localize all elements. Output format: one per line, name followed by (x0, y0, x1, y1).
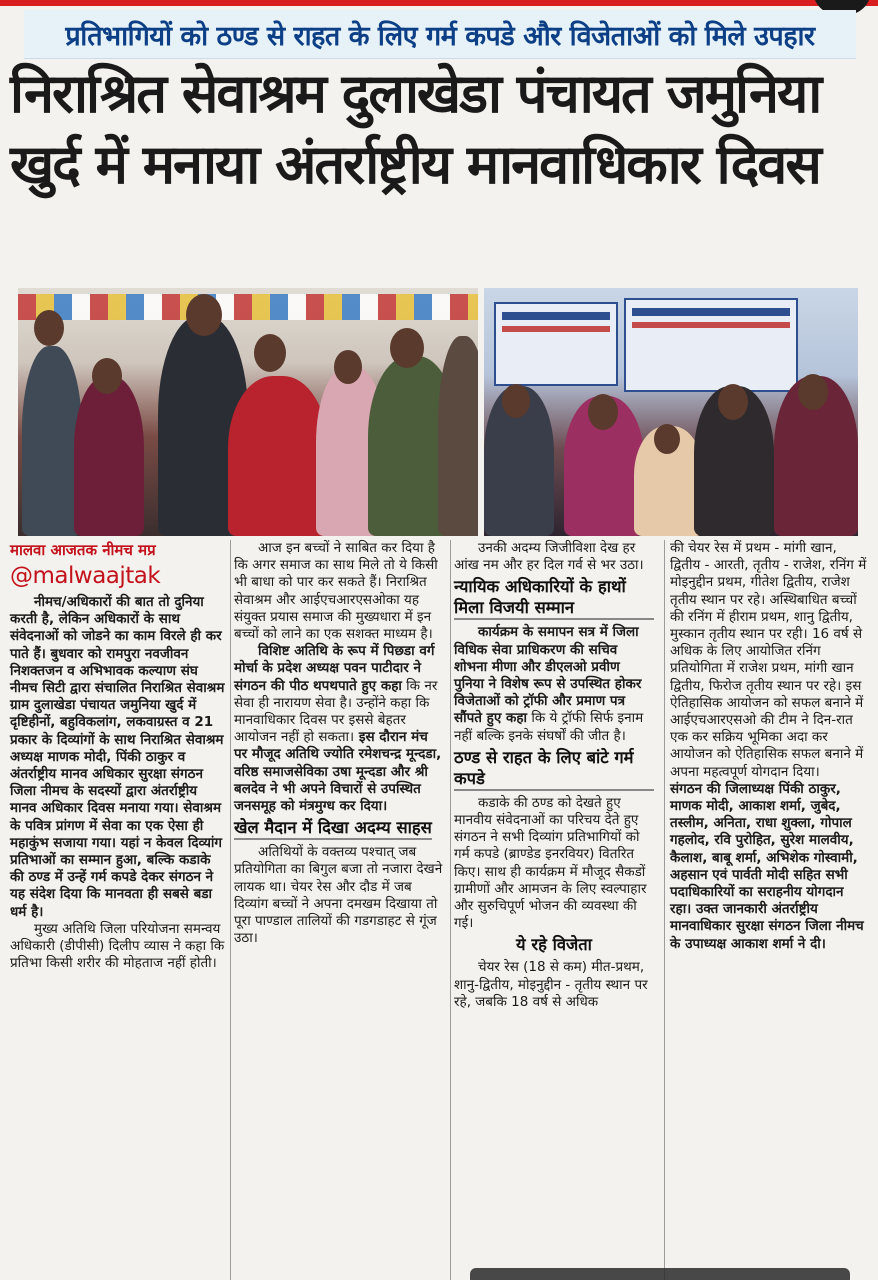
col1-paragraph-2: मुख्य अतिथि जिला परियोजना समन्वय अधिकारी (डीपीसी) दिलीप व्यास ने कहा कि प्रतिभा किसी शरीर की मोहताज नहीं होती। (10, 920, 225, 972)
column-1 (10, 540, 228, 972)
col3-paragraph-2-rest: कि ये ट्रॉफी सिर्फ इनाम नहीं बल्कि इनके संघर्षों की जीत है। (454, 710, 644, 744)
kicker-banner (24, 10, 856, 59)
col1-paragraph-1: नीमच/अधिकारों की बात तो दुनिया करती है, लेकिन अधिकारों के साथ संवेदनाओं को जोडने का काम विरले ही कर पाते हैं। बुधवार को रामपुरा नवजीवन निशक्तजन व अभिभावक कल्याण संघ नीमच सिटी द्वारा संचालित निराश्रित सेवाश्रम ग्राम दुलाखेडा पंचायत जमुनिया खुर्द में दृष्टिहीनों, बहुविकलांग, लकवाग्रस्त व 21 प्रकार के दिव्यांगों के साथ निराश्रित सेवाश्रम अध्यक्ष माणक मोदी, पिंकी ठाकुर व अंतर्राष्ट्रीय मानव अधिकार सुरक्षा संगठन जिला नीमच के सदस्यों द्वारा अंतर्राष्ट्रीय मानव अधिकार दिवस मनाया गया। सेवाश्रम के पवित्र प्रांगण में सेवा का एक ऐसा ही महाकुंभ सजाया गया। यहां न केवल दिव्यांग प्रतिभाओं का सम्मान हुआ, बल्कि कडाके की ठण्ड में उन्हें गर्म कपडे देकर संगठन ने यह संदेश दिया कि मानवता ही सबसे बडा धर्म है। (10, 594, 225, 920)
photo-strip (18, 288, 858, 536)
event-photo-right (484, 288, 858, 536)
col2-subheading: खेल मैदान में दिखा अदम्य साहस (234, 817, 432, 840)
col3-subheading-1: न्यायिक अधिकारियों के हाथों मिला विजयी सम्मान (454, 576, 654, 620)
headline (10, 62, 868, 196)
column-4 (670, 540, 868, 953)
col2-paragraph-3-bold: इस दौरान मंच पर मौजूद अतिथि ज्योति रमेशचन्द्र मून्दडा, वरिष्ठ समाजसेविका उषा मून्दडा और श्री बलदेव ने भी अपने विचारों से उपस्थित जनसमूह को मंत्रमुग्ध कर दिया। (234, 729, 442, 815)
col2-paragraph-2-bold: विशिष्ट अतिथि के रूप में पिछडा वर्ग मोर्चा के प्रदेश अध्यक्ष पवन पाटीदार ने संगठन की पीठ थपथपाते हुए कहा (234, 643, 435, 694)
col3-paragraph-1: उनकी अदम्य जिजीविशा देख हर आंख नम और हर दिल गर्व से भर उठा। (454, 540, 644, 574)
column-3 (454, 540, 654, 1011)
col3-subheading-2: ठण्ड से राहत के लिए बांटे गर्म कपडे (454, 747, 654, 791)
col4-paragraph-1: की चेयर रेस में प्रथम - मांगी खान, द्वितीय - आरती, तृतीय - राजेश, रनिंग में मोइनुद्दीन प्रथम, गीतेश द्वितीय, राजेश तृतीय स्थान पर रहे। अस्थिबाधित बच्चों की रनिंग में हीराम प्रथम, शानु द्वितीय, मुस्कान तृतीय स्थान पर रही। 16 वर्ष से अधिक के लिए आयोजित रनिंग प्रतियोगिता में राजेश प्रथम, मांगी खान द्वितीय, फिरोज तृतीय स्थान पर रहे। इस ऐतिहासिक आयोजन को सफल बनाने में आईएचआरएसओ की टीम ने दिन-रात एक कर सक्रिय भूमिका अदा कर आयोजन को ऐतिहासिक सफल बनाने में अपना महत्वपूर्ण योगदान दिया। (670, 540, 867, 780)
top-red-bar (0, 0, 878, 6)
next-headline-fragment (470, 1268, 850, 1280)
col3-paragraph-4: चेयर रेस (18 से कम) मीत-प्रथम, शानु-द्वितीय, मोइनुद्दीन - तृतीय स्थान पर रहे, जबकि 18 वर्ष से अधिक (454, 959, 648, 1010)
headline-line-2: खुर्द में मनाया अंतर्राष्ट्रीय मानवाधिकार दिवस (10, 132, 820, 196)
col2-paragraph-4: अतिथियों के वक्तव्य पश्चात् जब प्रतियोगिता का बिगुल बजा तो नजारा देखने लायक था। चेयर रेस और दौड में जब दिव्यांग बच्चों ने अपना दमखम दिखाया तो पूरा पाण्डाल तालियों की गडगडाहट से गूंज उठा। (234, 844, 443, 947)
column-2 (234, 540, 444, 947)
headline-line-1: निराश्रित सेवाश्रम दुलाखेडा पंचायत जमुनिया (10, 62, 821, 125)
col3-paragraph-3: कडाके की ठण्ड को देखते हुए मानवीय संवेदनाओं का परिचय देते हुए संगठन ने सभी दिव्यांग प्रतिभागियों को गर्म कपडे (ब्राण्डेड इनरवियर) वितरित किए। साथ ही कार्यक्रम में मौजूद सैकडों ग्रामीणों और आमजन के लिए स्वल्पाहार और सुरुचिपूर्ण भोजन की व्यवस्था की गई। (454, 794, 647, 932)
col3-subheading-3: ये रहे विजेता (516, 935, 592, 955)
byline: मालवा आजतक नीमच मप्र (10, 541, 156, 559)
col3-paragraph-2-bold: कार्यक्रम के समापन सत्र में जिला विधिक सेवा प्राधिकरण की सचिव शोभना मीणा और डीएलओ प्रवीण पुनिया ने विशेष रूप से उपस्थित होकर विजेताओं को ट्रॉफी और प्रमाण पत्र सौंपते हुए कहा (454, 624, 642, 727)
kicker-text: प्रतिभागियों को ठण्ड से राहत के लिए गर्म कपडे और विजेताओं को मिले उपहार (65, 20, 815, 52)
col2-paragraph-1: आज इन बच्चों ने साबित कर दिया है कि अगर समाज का साथ मिले तो ये किसी भी बाधा को पार कर सकते हैं। निराश्रित सेवाश्रम और आईएचआरएसओका यह संयुक्त प्रयास समाज की मुख्यधारा में इन बच्चों को लाने का एक सशक्त माध्यम है। (234, 540, 438, 643)
article-columns (10, 540, 868, 1280)
event-photo-left (18, 288, 478, 536)
col4-paragraph-2: संगठन की जिलाध्यक्ष पिंकी ठाकुर, माणक मोदी, आकाश शर्मा, जुबेद, तस्लीम, अनिता, राधा शुक्ला, गोपाल गहलोद, रवि पुरोहित, सुरेश मालवीय, कैलाश, बाबू शर्मा, अभिशेक गोस्वामी, अहसान एवं पार्वती मोदी सहित सभी पदाधिकारियों का सराहनीय योगदान रहा। उक्त जानकारी अंतर्राष्ट्रीय मानवाधिकार सुरक्षा संगठन जिला नीमच के उपाध्यक्ष आकाश शर्मा ने दी। (670, 780, 864, 952)
col2-paragraph-2-rest: कि नर सेवा ही नारायण सेवा है। उन्होंने कहा कि मानवाधिकार दिवस पर इससे बेहतर आयोजन नहीं हो सकता। (234, 677, 438, 746)
social-handle: @malwaajtak (10, 563, 161, 589)
